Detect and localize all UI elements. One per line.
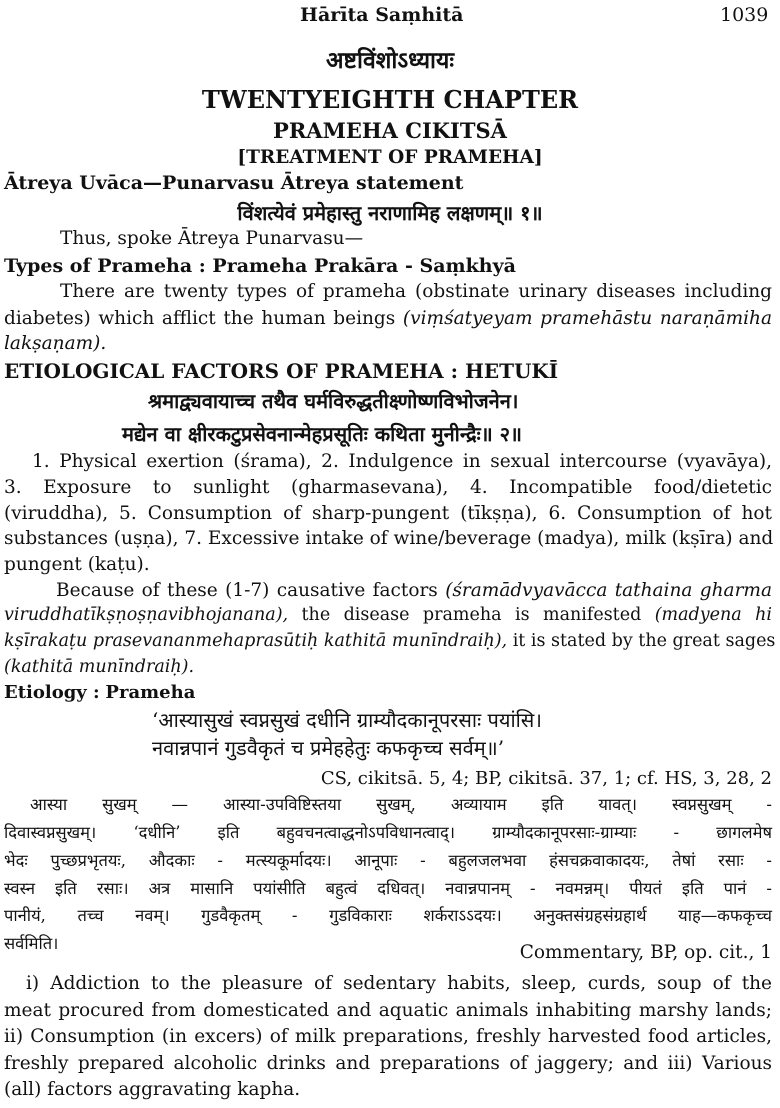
paragraph-line: (all) factors aggravating kapha.	[4, 1079, 301, 1100]
commentary-line: भेदः पुच्छप्रभृतयः, औदकाः - मत्स्यकूर्मादयः। आनूपाः - बहुलजलभवा हंसचक्रवाकादयः, तेषां रसाः -	[4, 851, 772, 870]
reference: CS, cikitsā. 5, 4; BP, cikitsā. 37, 1; cf. HS, 3, 28, 2	[320, 768, 772, 789]
paragraph-line: There are twenty types of prameha (obstinate urinary diseases including	[60, 281, 772, 302]
paragraph-line: ii) Consumption (in excers) of milk preparations, freshly harvested food articles,	[4, 1026, 772, 1047]
section-heading-types: Types of Prameha : Prameha Prakāra - Saṃkhyā	[4, 255, 516, 277]
verse-3a: ‘आस्यासुखं स्वप्नसुखं दधीनि ग्राम्यौदकानूपरसाः पयांसि।	[152, 708, 542, 732]
text-run: Because of these (1-7) causative factors	[56, 580, 438, 601]
running-header-title: Hārīta Saṃhitā	[300, 4, 464, 26]
chapter-sanskrit-title: अष्टविंशोऽध्यायः	[325, 47, 455, 74]
heading-label: Etiology :	[4, 682, 100, 703]
chapter-bracket-title: [TREATMENT OF PRAMEHA]	[237, 147, 543, 168]
verse-1: विंशत्येवं प्रमेहास्तु नराणामिह लक्षणम्॥ १॥	[237, 201, 543, 225]
text-run: diabetes) which afflict the human beings	[4, 308, 396, 329]
paragraph-line: freshly prepared alcoholic drinks and preparations of jaggery; and iii) Various	[4, 1053, 772, 1074]
paragraph-line: pungent (kaṭu).	[4, 554, 150, 575]
reference: Commentary, BP, op. cit., 1	[519, 942, 772, 963]
section-heading-atreya: Ātreya Uvāca—Punarvasu Ātreya statement	[4, 172, 464, 194]
transliteration: (viṃśatyeyam pramehāstu naraṇāmiha	[402, 308, 772, 329]
paragraph-line: meat procured from domesticated and aquatic animals inhabiting marshy lands;	[4, 1000, 772, 1021]
paragraph-line: 1. Physical exertion (śrama), 2. Indulgence in sexual intercourse (vyavāya),	[32, 451, 772, 472]
paragraph-line: i) Addiction to the pleasure of sedentary habits, sleep, curds, soup of the	[26, 973, 772, 994]
verse-3b: नवान्नपानं गुडवैकृतं च प्रमेहहेतुः कफकृच्च सर्वम्॥’	[152, 736, 505, 760]
heading-text: Prameha	[105, 682, 196, 703]
section-heading-etiological: ETIOLOGICAL FACTORS OF PRAMEHA : HETUKĪ	[4, 359, 559, 383]
commentary-line: पानीयं, तच्च नवम्। गुडवैकृतम् - गुडविकाराः शर्कराऽऽदयः। अनुक्तसंग्रहसंग्रहार्थ याह—कफकृच्च	[4, 906, 772, 925]
paragraph-line	[4, 631, 776, 651]
paragraph-line: Thus, spoke Ātreya Punarvasu—	[60, 228, 364, 249]
commentary-line: सर्वमिति।	[4, 934, 59, 953]
paragraph-line	[4, 310, 772, 329]
text-run: the disease prameha is manifested	[301, 605, 642, 625]
chapter-title: TWENTYEIGHTH CHAPTER	[201, 85, 579, 114]
transliteration: kṣīrakaṭu prasevananmehaprasūtiḥ kathitā munīndraiḥ),	[4, 631, 508, 651]
paragraph-line	[56, 582, 772, 601]
section-heading-etiology	[4, 684, 195, 702]
transliteration: (śramādvyavācca tathaina gharma	[445, 580, 772, 601]
verse-2b: मद्येन वा क्षीरकटुप्रसेवनान्मेहप्रसूतिः कथिता मुनीन्द्रैः॥ २॥	[122, 422, 523, 446]
chapter-subtitle: PRAMEHA CIKITSĀ	[273, 118, 507, 143]
transliteration: viruddhatīkṣṇoṣṇavibhojanana),	[4, 605, 289, 625]
commentary-line: स्वस्न इति रसाः। अत्र मासानि पयांसीति बहुत्वं दधिवत्। नवान्नपानम् - नवमन्नम्। पीयतं इति पानं -	[4, 879, 772, 898]
transliteration: (kathitā munīndraiḥ).	[4, 657, 195, 677]
page-number: 1039	[720, 4, 769, 26]
commentary-line: आस्या सुखम् — आस्या-उपविष्टिस्तया सुखम्, अव्यायाम इति यावत्। स्वप्नसुखम् -	[30, 795, 772, 814]
verse-2a: श्रमाद्व्यवायाच्च तथैव घर्मविरुद्धतीक्ष्णोष्णविभोजनेन।	[148, 389, 519, 413]
transliteration: (madyena hi	[654, 605, 772, 625]
paragraph-line	[4, 607, 772, 625]
paragraph-line: 3. Exposure to sunlight (gharmasevana), 4. Incompatible food/dietetic	[4, 477, 772, 498]
paragraph-line: substances (uṣṇa), 7. Excessive intake of wine/beverage (madya), milk (kṣīra) and	[4, 528, 774, 549]
text-run: it is stated by the great sages	[512, 631, 776, 651]
commentary-line: दिवास्वप्नसुखम्। ‘दधीनि’ इति बहुवचनत्वाद्धनोऽपविधानत्वाद्। ग्राम्यौदकानूपरसाः-ग्राम्याः - छागलमेष	[4, 823, 772, 842]
paragraph-line: (viruddha), 5. Consumption of sharp-pungent (tīkṣṇa), 6. Consumption of hot	[4, 503, 772, 524]
transliteration: lakṣaṇam).	[4, 333, 107, 354]
